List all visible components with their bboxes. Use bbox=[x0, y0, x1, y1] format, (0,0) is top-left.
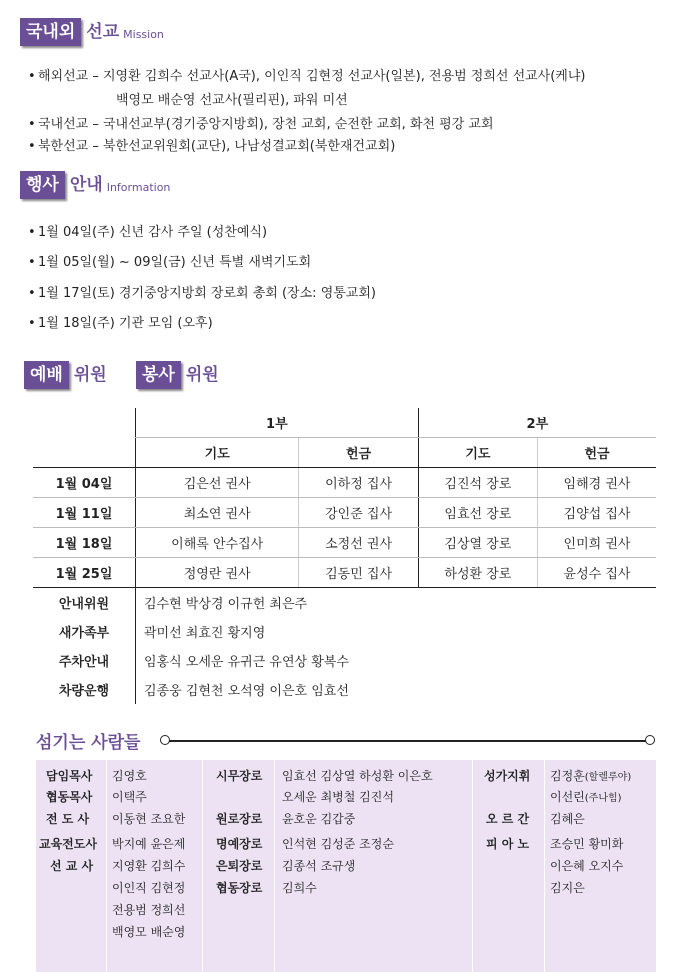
service-names: 김종웅 김현천 오석영 이은호 임효선 bbox=[136, 675, 657, 704]
event-item: • 1월 18일(주) 기관 모임 (오후) bbox=[28, 316, 213, 331]
event-item: • 1월 04일(주) 신년 감사 주일 (성찬예식) bbox=[28, 225, 268, 240]
service-row bbox=[33, 646, 656, 675]
mission-item: • 북한선교 – 북한선교위원회(교단), 나남성결교회(북한재건교회) bbox=[28, 139, 396, 154]
staff-names: 임효선 김상열 하성환 이은호 bbox=[282, 769, 433, 783]
cell-prayer-2: 김상열 장로 bbox=[418, 528, 537, 558]
events-header-box: 행사 bbox=[20, 171, 65, 199]
staff-label: 오 르 간 bbox=[486, 812, 530, 826]
col-prayer-1: 기도 bbox=[136, 438, 299, 468]
staff-names: 박지예 윤은제 bbox=[112, 837, 186, 851]
staff-names: 김정훈(할렐루야) bbox=[550, 769, 632, 783]
mission-header-text: 선교 bbox=[86, 22, 120, 42]
service-label: 차량운행 bbox=[58, 684, 110, 699]
staff-names: 이동현 조요한 bbox=[112, 812, 186, 826]
staff-names: 오세운 최병철 김진석 bbox=[282, 790, 394, 804]
staff-names: 이인직 김현정 bbox=[112, 881, 186, 895]
staff-names: 조승민 황미화 bbox=[550, 837, 624, 851]
service-names: 임홍식 오세운 유귀근 유연상 황복수 bbox=[136, 646, 657, 675]
cell-prayer-2: 김진석 장로 bbox=[418, 468, 537, 498]
staff-names: 김종석 조규생 bbox=[282, 859, 356, 873]
service-header-box: 봉사 bbox=[136, 361, 181, 389]
mission-header-eng: Mission bbox=[123, 27, 164, 41]
part2-header: 2부 bbox=[418, 408, 656, 438]
staff-names: 김영호 bbox=[112, 769, 147, 783]
staff-label: 교육전도사 bbox=[39, 837, 97, 851]
service-label: 새가족부 bbox=[58, 626, 110, 641]
service-row bbox=[33, 675, 656, 704]
col-offering-2: 헌금 bbox=[538, 438, 656, 468]
staff-names: 김혜은 bbox=[550, 812, 585, 826]
event-item: • 1월 17일(토) 경기중앙지방회 장로회 총회 (장소: 영통교회) bbox=[28, 286, 376, 301]
staff-names: 윤호운 김갑중 bbox=[282, 812, 356, 826]
cell-offering-1: 이하정 집사 bbox=[299, 468, 418, 498]
table-row bbox=[33, 558, 656, 588]
service-label: 주차안내 bbox=[58, 655, 110, 670]
mission-item: 백영모 배순영 선교사(필리핀), 파워 미션 bbox=[116, 93, 348, 108]
cell-offering-2: 윤성수 집사 bbox=[538, 558, 656, 588]
staff-names: 김희수 bbox=[282, 881, 317, 895]
cell-prayer-2: 임효선 장로 bbox=[418, 498, 537, 528]
worship-header-text: 위원 bbox=[73, 365, 107, 385]
staff-label: 성가지휘 bbox=[484, 769, 531, 783]
mission-item: • 해외선교 – 지영환 김희수 선교사(A국), 이인직 김현정 선교사(일본), 전용범 정희선 선교사(케냐) bbox=[28, 69, 586, 84]
staff-label: 명예장로 bbox=[216, 837, 263, 851]
part1-header: 1부 bbox=[136, 408, 419, 438]
events-header-text: 안내 bbox=[69, 175, 103, 195]
staff-label: 피 아 노 bbox=[486, 837, 530, 851]
service-names: 곽미선 최효진 황지영 bbox=[136, 617, 657, 646]
worship-committee-header bbox=[24, 361, 107, 389]
cell-offering-2: 인미희 권사 bbox=[538, 528, 656, 558]
committee-table bbox=[33, 408, 656, 704]
cell-offering-2: 임해경 권사 bbox=[538, 468, 656, 498]
row-date: 1월 25일 bbox=[33, 558, 136, 588]
staff-label: 은퇴장로 bbox=[216, 859, 263, 873]
cell-prayer-2: 하성환 장로 bbox=[418, 558, 537, 588]
cell-prayer-1: 최소연 권사 bbox=[136, 498, 299, 528]
staff-label: 원로장로 bbox=[216, 812, 263, 826]
row-date: 1월 18일 bbox=[33, 528, 136, 558]
table-row bbox=[33, 498, 656, 528]
staff-label: 전 도 사 bbox=[46, 812, 90, 826]
staff-names: 이은혜 오지수 bbox=[550, 859, 624, 873]
mission-header bbox=[20, 18, 164, 46]
staff-names: 백영모 배순영 bbox=[112, 925, 186, 939]
table-row bbox=[33, 528, 656, 558]
staff-divider-line bbox=[165, 740, 647, 742]
staff-names: 이선린(주나힘) bbox=[550, 790, 622, 804]
cell-offering-1: 김동민 집사 bbox=[299, 558, 418, 588]
staff-names: 전용범 정희선 bbox=[112, 903, 186, 917]
service-label: 안내위원 bbox=[58, 597, 110, 612]
service-row bbox=[33, 588, 656, 618]
cell-prayer-1: 이해록 안수집사 bbox=[136, 528, 299, 558]
line-end-circle-icon bbox=[645, 735, 655, 745]
staff-names: 지영환 김희수 bbox=[112, 859, 186, 873]
staff-label: 협동목사 bbox=[46, 790, 93, 804]
line-start-circle-icon bbox=[160, 735, 170, 745]
col-offering-1: 헌금 bbox=[299, 438, 418, 468]
staff-label: 선 교 사 bbox=[50, 859, 94, 873]
service-committee-header bbox=[136, 361, 219, 389]
event-item: • 1월 05일(월) ~ 09일(금) 신년 특별 새벽기도회 bbox=[28, 255, 312, 270]
worship-header-box: 예배 bbox=[24, 361, 69, 389]
service-row bbox=[33, 617, 656, 646]
staff-title: 섬기는 사람들 bbox=[36, 733, 141, 753]
staff-names: 이택주 bbox=[112, 790, 147, 804]
row-date: 1월 04일 bbox=[33, 468, 136, 498]
staff-label: 담임목사 bbox=[46, 769, 93, 783]
cell-prayer-1: 정영란 권사 bbox=[136, 558, 299, 588]
cell-prayer-1: 김은선 권사 bbox=[136, 468, 299, 498]
service-header-text: 위원 bbox=[185, 365, 219, 385]
cell-offering-2: 김양섭 집사 bbox=[538, 498, 656, 528]
staff-label: 시무장로 bbox=[216, 769, 263, 783]
staff-label: 협동장로 bbox=[216, 881, 263, 895]
cell-offering-1: 강인준 집사 bbox=[299, 498, 418, 528]
events-header-eng: Information bbox=[106, 180, 171, 194]
col-prayer-2: 기도 bbox=[418, 438, 537, 468]
row-date: 1월 11일 bbox=[33, 498, 136, 528]
mission-item: • 국내선교 – 국내선교부(경기중앙지방회), 장천 교회, 순전한 교회, 화천 평강 교회 bbox=[28, 117, 494, 132]
service-names: 김수현 박상경 이규헌 최은주 bbox=[136, 588, 657, 618]
table-row bbox=[33, 468, 656, 498]
staff-names: 인석현 김성준 조정순 bbox=[282, 837, 394, 851]
cell-offering-1: 소정선 권사 bbox=[299, 528, 418, 558]
staff-names: 김지은 bbox=[550, 881, 585, 895]
events-header bbox=[20, 171, 170, 199]
staff-box bbox=[36, 760, 656, 972]
mission-header-box: 국내외 bbox=[20, 18, 81, 46]
